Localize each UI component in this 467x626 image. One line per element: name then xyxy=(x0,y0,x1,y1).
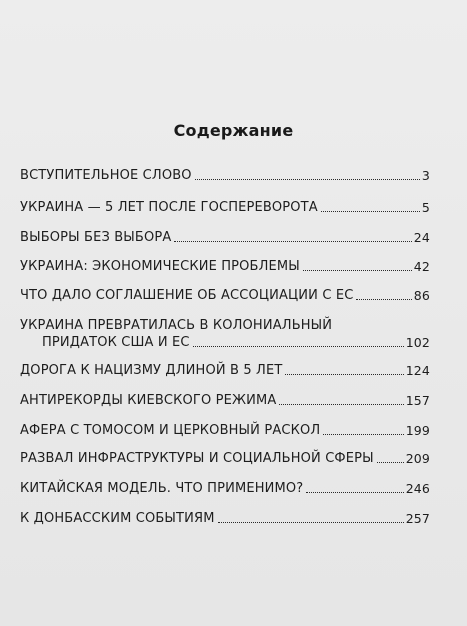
dot-leader xyxy=(193,346,404,347)
toc-entry-title: УКРАИНА: ЭКОНОМИЧЕСКИЕ ПРОБЛЕМЫ xyxy=(20,259,300,274)
dot-leader xyxy=(195,179,420,180)
toc-entry-page: 5 xyxy=(421,200,430,215)
toc-entry xyxy=(20,510,430,527)
toc-entry-page: 199 xyxy=(405,423,430,438)
toc-entry-title: АНТИРЕКОРДЫ КИЕВСКОГО РЕЖИМА xyxy=(20,393,277,408)
toc-entry-page: 102 xyxy=(405,335,430,350)
dot-leader xyxy=(323,434,403,435)
toc-entry xyxy=(20,392,430,409)
dot-leader xyxy=(321,211,420,212)
toc-entry-title: РАЗВАЛ ИНФРАСТРУКТУРЫ И СОЦИАЛЬНОЙ СФЕРЫ xyxy=(20,451,374,466)
toc-entry-title-line1: УКРАИНА ПРЕВРАТИЛАСЬ В КОЛОНИАЛЬНЫЙ xyxy=(20,318,333,333)
toc-entry-page: 209 xyxy=(405,451,430,466)
toc-entry-title: ВСТУПИТЕЛЬНОЕ СЛОВО xyxy=(20,168,192,183)
toc-entry xyxy=(20,258,430,275)
toc-entry-title: ДОРОГА К НАЦИЗМУ ДЛИНОЙ В 5 ЛЕТ xyxy=(20,363,283,378)
toc-entry-page: 3 xyxy=(421,168,430,183)
toc-entry xyxy=(20,362,430,379)
toc-entry-page: 86 xyxy=(413,288,430,303)
dot-leader xyxy=(303,270,412,271)
toc-entry xyxy=(20,450,430,467)
toc-entry-page: 42 xyxy=(413,259,430,274)
toc-entry xyxy=(20,422,430,439)
toc-entry-page: 257 xyxy=(405,511,430,526)
dot-leader xyxy=(174,241,411,242)
toc-entry-title: АФЕРА С ТОМОСОМ И ЦЕРКОВНЫЙ РАСКОЛ xyxy=(20,423,321,438)
dot-leader xyxy=(356,299,411,300)
toc-entry xyxy=(20,287,430,304)
toc-entry xyxy=(20,317,430,351)
dot-leader xyxy=(218,522,404,523)
toc-entry-page: 24 xyxy=(413,230,430,245)
toc-entry xyxy=(20,480,430,497)
toc-entry-title: К ДОНБАССКИМ СОБЫТИЯМ xyxy=(20,511,215,526)
dot-leader xyxy=(377,462,404,463)
toc-entry-page: 246 xyxy=(405,481,430,496)
toc-entry-title: УКРАИНА — 5 ЛЕТ ПОСЛЕ ГОСПЕРЕВОРОТА xyxy=(20,200,318,215)
toc-entry-title-line2: ПРИДАТОК США И ЕС xyxy=(42,335,190,350)
toc-entry-title: ЧТО ДАЛО СОГЛАШЕНИЕ ОБ АССОЦИАЦИИ С ЕС xyxy=(20,288,354,303)
contents-heading: Содержание xyxy=(173,121,294,140)
toc-entry-title: ВЫБОРЫ БЕЗ ВЫБОРА xyxy=(20,230,172,245)
dot-leader xyxy=(306,492,403,493)
toc-entry xyxy=(20,199,430,216)
toc-entry-title: КИТАЙСКАЯ МОДЕЛЬ. ЧТО ПРИМЕНИМО? xyxy=(20,481,304,496)
toc-entry xyxy=(20,167,430,184)
dot-leader xyxy=(279,404,403,405)
toc-entry-page: 124 xyxy=(405,363,430,378)
toc-entry-page: 157 xyxy=(405,393,430,408)
toc-entry xyxy=(20,229,430,246)
dot-leader xyxy=(285,374,403,375)
